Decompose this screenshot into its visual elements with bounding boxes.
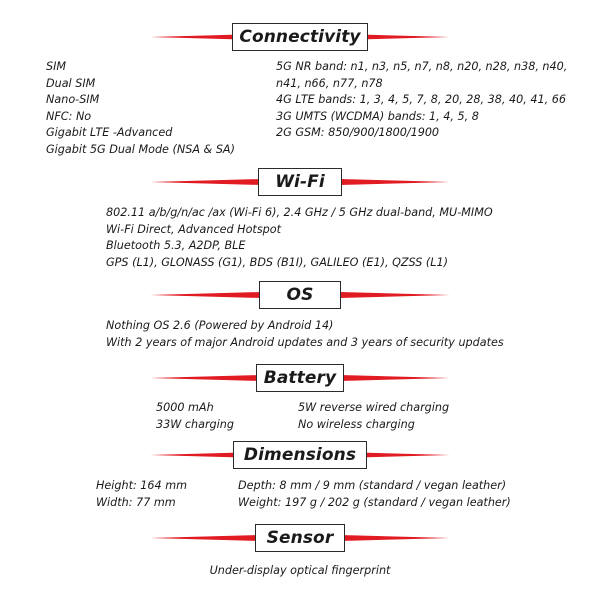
section-title: Battery [256,364,344,392]
os-list [106,318,504,351]
battery-left-list [156,400,234,433]
list-item: Height: 164 mm [96,479,188,492]
dimensions-right-list [238,478,511,511]
list-item: Nothing OS 2.6 (Powered by Android 14) [106,319,334,332]
list-item: Weight: 197 g / 202 g (standard / vegan leather) [238,495,511,509]
section-header-dimensions [0,441,600,471]
list-item: GPS (L1), GLONASS (G1), BDS (B1I), GALILEO (E1), QZSS (L1) [106,255,448,269]
list-item: Gigabit LTE -Advanced [46,126,173,139]
list-item: Width: 77 mm [96,495,176,509]
list-item: 2G GSM: 850/900/1800/1900 [276,126,440,139]
list-item: NFC: No [46,109,92,123]
section-title: Connectivity [232,23,368,51]
section-header-sensor [0,524,600,554]
section-header-connectivity [0,23,600,53]
list-item: 3G UMTS (WCDMA) bands: 1, 4, 5, 8 [276,109,479,123]
list-item: No wireless charging [298,417,415,431]
list-item: Bluetooth 5.3, A2DP, BLE [106,239,246,252]
list-item: Gigabit 5G Dual Mode (NSA & SA) [46,142,235,156]
section-header-wifi [0,168,600,198]
section-title: Dimensions [233,441,367,469]
section-title: Sensor [255,524,345,552]
dimensions-left-list [96,478,187,511]
battery-right-list [298,400,449,433]
section-header-os [0,281,600,311]
section-header-battery [0,364,600,394]
list-item: Depth: 8 mm / 9 mm (standard / vegan leather) [238,479,507,492]
list-item: Nano-SIM [46,93,100,106]
list-item: 4G LTE bands: 1, 3, 4, 5, 7, 8, 20, 28, 38, 40, 41, 66 [276,93,566,106]
connectivity-left-list [46,59,235,158]
list-item: 5000 mAh [156,401,214,414]
list-item: Dual SIM [46,76,96,90]
list-item: 5W reverse wired charging [298,401,450,414]
list-item: SIM [46,60,67,73]
list-item: Wi-Fi Direct, Advanced Hotspot [106,222,281,236]
sensor-list [0,563,600,580]
wifi-list [106,205,493,271]
connectivity-right-list [276,59,567,142]
section-title: OS [259,281,341,309]
list-item: 802.11 a/b/g/n/ac /ax (Wi-Fi 6), 2.4 GHz / 5 GHz dual-band, MU-MIMO [106,206,493,219]
list-item: n41, n66, n77, n78 [276,76,383,90]
list-item: Under-display optical fingerprint [209,564,391,577]
section-title: Wi-Fi [258,168,342,196]
list-item: With 2 years of major Android updates and 3 years of security updates [106,335,504,349]
list-item: 5G NR band: n1, n3, n5, n7, n8, n20, n28, n38, n40, [276,60,568,73]
list-item: 33W charging [156,417,234,431]
